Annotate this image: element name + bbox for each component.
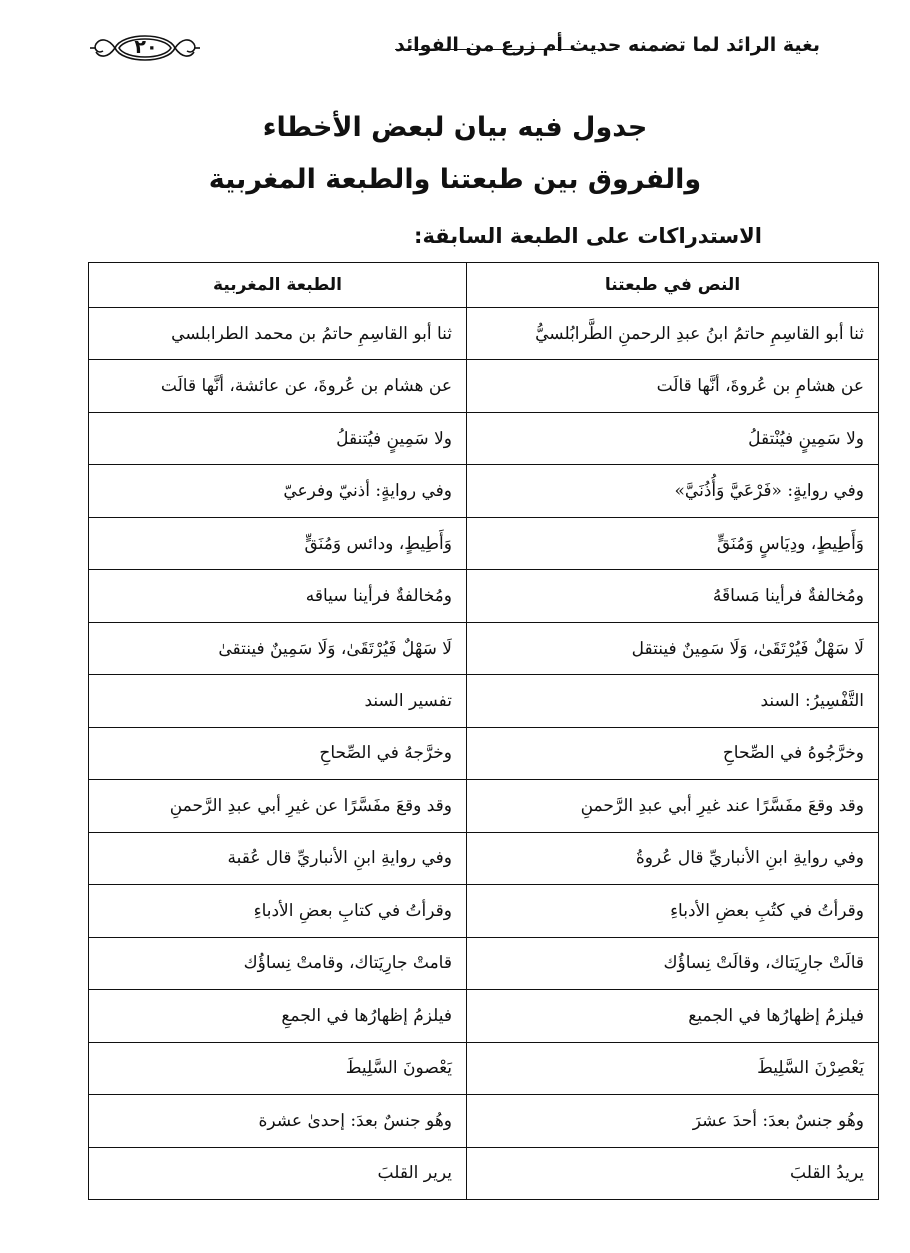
book-title: بغية الرائد لما تضمنه حديث أم زرع من الفوائد: [395, 34, 820, 56]
our-edition-cell: يَعْصِرْنَ السَّلِيطَ: [467, 1042, 879, 1094]
table-row: [89, 885, 879, 937]
moroccan-edition-cell: وقرأتُ في كتابِ بعضِ الأدباءِ: [89, 885, 467, 937]
table-row: [89, 570, 879, 622]
running-header: [90, 24, 820, 72]
page-number: ٢٠: [134, 36, 158, 58]
page-title-line-1: جدول فيه بيان لبعض الأخطاء: [262, 112, 648, 143]
our-edition-cell: لَا سَهْلٌ فَيُرْتَقَىٰ، وَلَا سَمِينٌ فينتقل: [467, 622, 879, 674]
our-edition-cell: فيلزمُ إظهارُها في الجميع: [467, 990, 879, 1042]
table-row: [89, 990, 879, 1042]
our-edition-cell: وقرأتُ في كتُبِ بعضِ الأدباءِ: [467, 885, 879, 937]
moroccan-edition-cell: وهُو جنسٌ بعدَ: إحدىٰ عشرة: [89, 1095, 467, 1147]
section-heading: الاستدراكات على الطبعة السابقة:: [414, 224, 762, 248]
moroccan-edition-cell: فيلزمُ إظهارُها في الجمعِ: [89, 990, 467, 1042]
table-row: [89, 780, 879, 832]
moroccan-edition-cell: ولا سَمِينٍ فيُتنقلُ: [89, 412, 467, 464]
table-row: [89, 517, 879, 569]
table-row: [89, 1095, 879, 1147]
moroccan-edition-cell: ومُخالفةٌ فرأينا سياقه: [89, 570, 467, 622]
moroccan-edition-cell: وفي روايةِ ابنِ الأنباريِّ قال عُقبة: [89, 832, 467, 884]
table-row: [89, 412, 879, 464]
table-row: [89, 1147, 879, 1200]
table-row: [89, 727, 879, 779]
moroccan-edition-cell: قامتْ جارِيَتاك، وقامتْ نِساؤُك: [89, 937, 467, 989]
our-edition-cell: ولا سَمِينٍ فيُنْتقلُ: [467, 412, 879, 464]
table-row: [89, 622, 879, 674]
our-edition-cell: وفي روايةٍ: «فَرْعَيَّ وَأُذُنَيَّ»: [467, 465, 879, 517]
our-edition-cell: ثنا أبو القاسِمِ حاتمُ ابنُ عبدِ الرحمنِ الطَّرابُلسيُّ: [467, 308, 879, 360]
table-header-row: [89, 263, 879, 308]
moroccan-edition-cell: وَأَطِيطٍ، ودائس وَمُنَقٍّ: [89, 517, 467, 569]
our-edition-cell: وخرَّجُوهُ في الصِّحاحِ: [467, 727, 879, 779]
table-row: [89, 308, 879, 360]
column-header-our-edition: النص في طبعتنا: [467, 263, 879, 308]
moroccan-edition-cell: يرير القلبَ: [89, 1147, 467, 1200]
table-row: [89, 465, 879, 517]
corrections-table: [88, 262, 879, 1200]
our-edition-cell: عن هشامِ بن عُروةَ، أنَّها قالَت: [467, 360, 879, 412]
moroccan-edition-cell: لَا سَهْلٌ فَيُرْتَقَىٰ، وَلَا سَمِينٌ فينتقىٰ: [89, 622, 467, 674]
our-edition-cell: وقد وقعَ مفَسَّرًا عند غيرِ أبي عبدِ الرَّحمنِ: [467, 780, 879, 832]
moroccan-edition-cell: وخرَّجهُ في الصِّحاحِ: [89, 727, 467, 779]
table-row: [89, 937, 879, 989]
our-edition-cell: التَّفْسِيرُ: السند: [467, 675, 879, 727]
moroccan-edition-cell: تفسير السند: [89, 675, 467, 727]
our-edition-cell: وَأَطِيطٍ، ودِيَاسٍ وَمُنَقٍّ: [467, 517, 879, 569]
our-edition-cell: وهُو جنسٌ بعدَ: أحدَ عشرَ: [467, 1095, 879, 1147]
our-edition-cell: ومُخالفةٌ فرأينا مَساقَهُ: [467, 570, 879, 622]
column-header-moroccan-edition: الطبعة المغربية: [89, 263, 467, 308]
table-body: [89, 308, 879, 1200]
moroccan-edition-cell: يَعْصونَ السَّلِيطَ: [89, 1042, 467, 1094]
our-edition-cell: قالَتْ جارِيَتاك، وقالَتْ نِساؤُك: [467, 937, 879, 989]
table-row: [89, 360, 879, 412]
moroccan-edition-cell: وقد وقعَ مفَسَّرًا عن غيرِ أبي عبدِ الرَّحمنِ: [89, 780, 467, 832]
table-row: [89, 675, 879, 727]
our-edition-cell: وفي روايةِ ابنِ الأنباريِّ قال عُروةُ: [467, 832, 879, 884]
moroccan-edition-cell: عن هشام بن عُروةَ، عن عائشة، أنَّها قالَت: [89, 360, 467, 412]
header-rule: [395, 49, 618, 50]
table-row: [89, 1042, 879, 1094]
page-title-line-2: والفروق بين طبعتنا والطبعة المغربية: [208, 164, 702, 195]
moroccan-edition-cell: ثنا أبو القاسِمِ حاتمُ بن محمد الطرابلسي: [89, 308, 467, 360]
table-row: [89, 832, 879, 884]
our-edition-cell: يريدُ القلبَ: [467, 1147, 879, 1200]
moroccan-edition-cell: وفي روايةٍ: أذنيّ وفرعيّ: [89, 465, 467, 517]
